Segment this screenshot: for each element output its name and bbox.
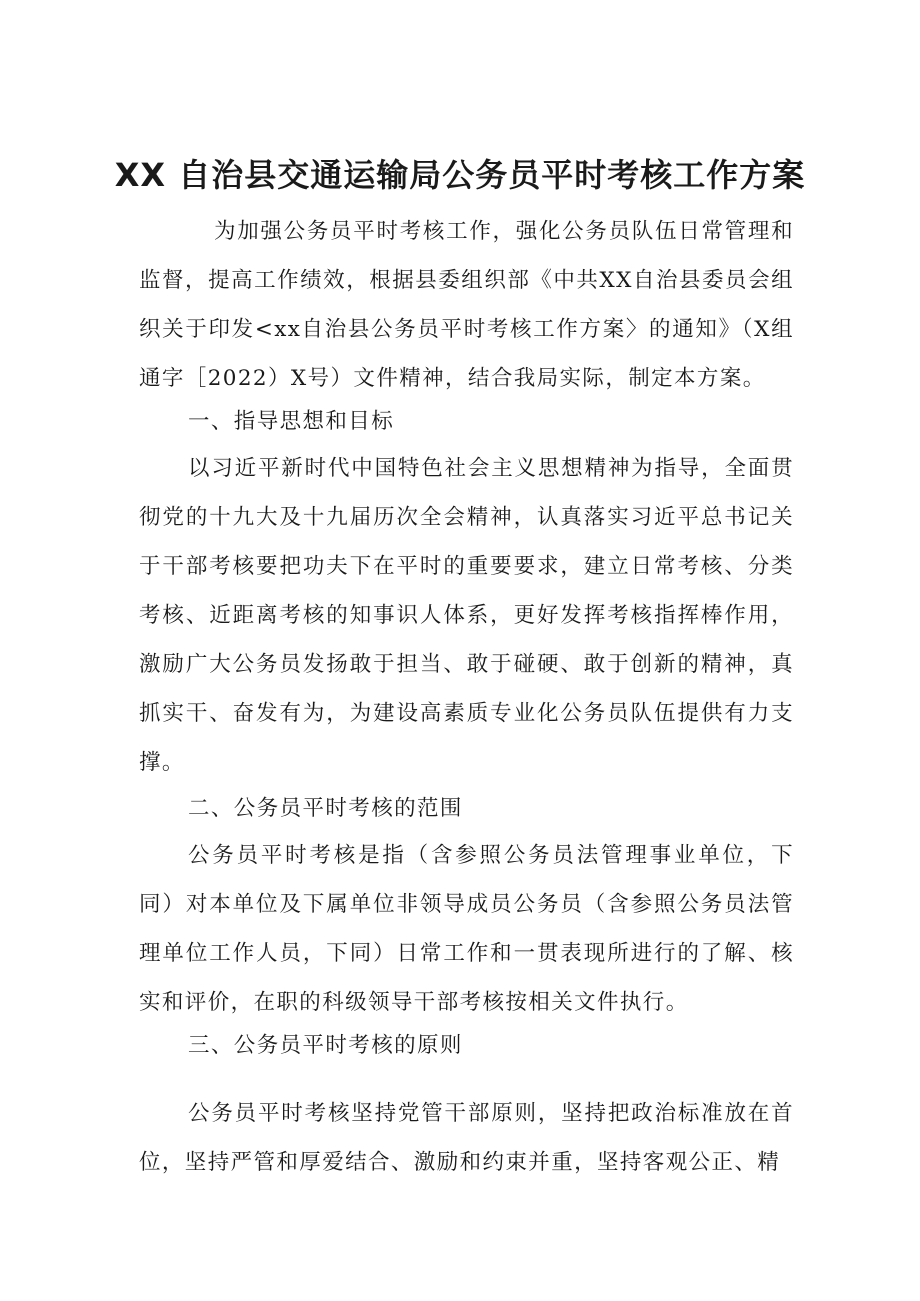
section-heading-scope: 二、公务员平时考核的范围: [188, 796, 463, 821]
section-body-guiding-thought: 以习近平新时代中国特色社会主义思想精神为指导，全面贯彻党的十九大及十九届历次全会精神，认真落实习近平总书记关于干部考核要把功夫下在平时的重要要求，建立日常考核、分类考核、近距离考核的知事识人体系，更好发挥考核指挥棒作用，激励广大公务员发扬敢于担当、敢于碰硬、敢于创新的精神，真抓实干、奋发有为，为建设高素质专业化公务员队伍提供有力支撑。: [139, 456, 794, 775]
section-heading-guiding-thought: 一、指导思想和目标: [188, 409, 395, 434]
document-title: XX 自治县交通运输局公务员平时考核工作方案: [114, 156, 806, 195]
intro-paragraph: 为加强公务员平时考核工作，强化公务员队伍日常管理和监督，提高工作绩效，根据县委组织部《中共XX自治县委员会组织关于印发<xx自治县公务员平时考核工作方案〉的通知》（X组通字［2022）X号）文件精神，结合我局实际，制定本方案。: [139, 219, 794, 391]
section-body-principles: 公务员平时考核坚持党管干部原则，坚持把政治标准放在首位，坚持严管和厚爱结合、激励和约束并重，坚持客观公正、精: [139, 1101, 794, 1175]
section-body-scope: 公务员平时考核是指（含参照公务员法管理事业单位，下同）对本单位及下属单位非领导成员公务员（含参照公务员法管理单位工作人员，下同）日常工作和一贯表现所进行的了解、核实和评价，在职的科级领导干部考核按相关文件执行。: [139, 843, 794, 1015]
section-heading-principles: 三、公务员平时考核的原则: [188, 1033, 463, 1058]
